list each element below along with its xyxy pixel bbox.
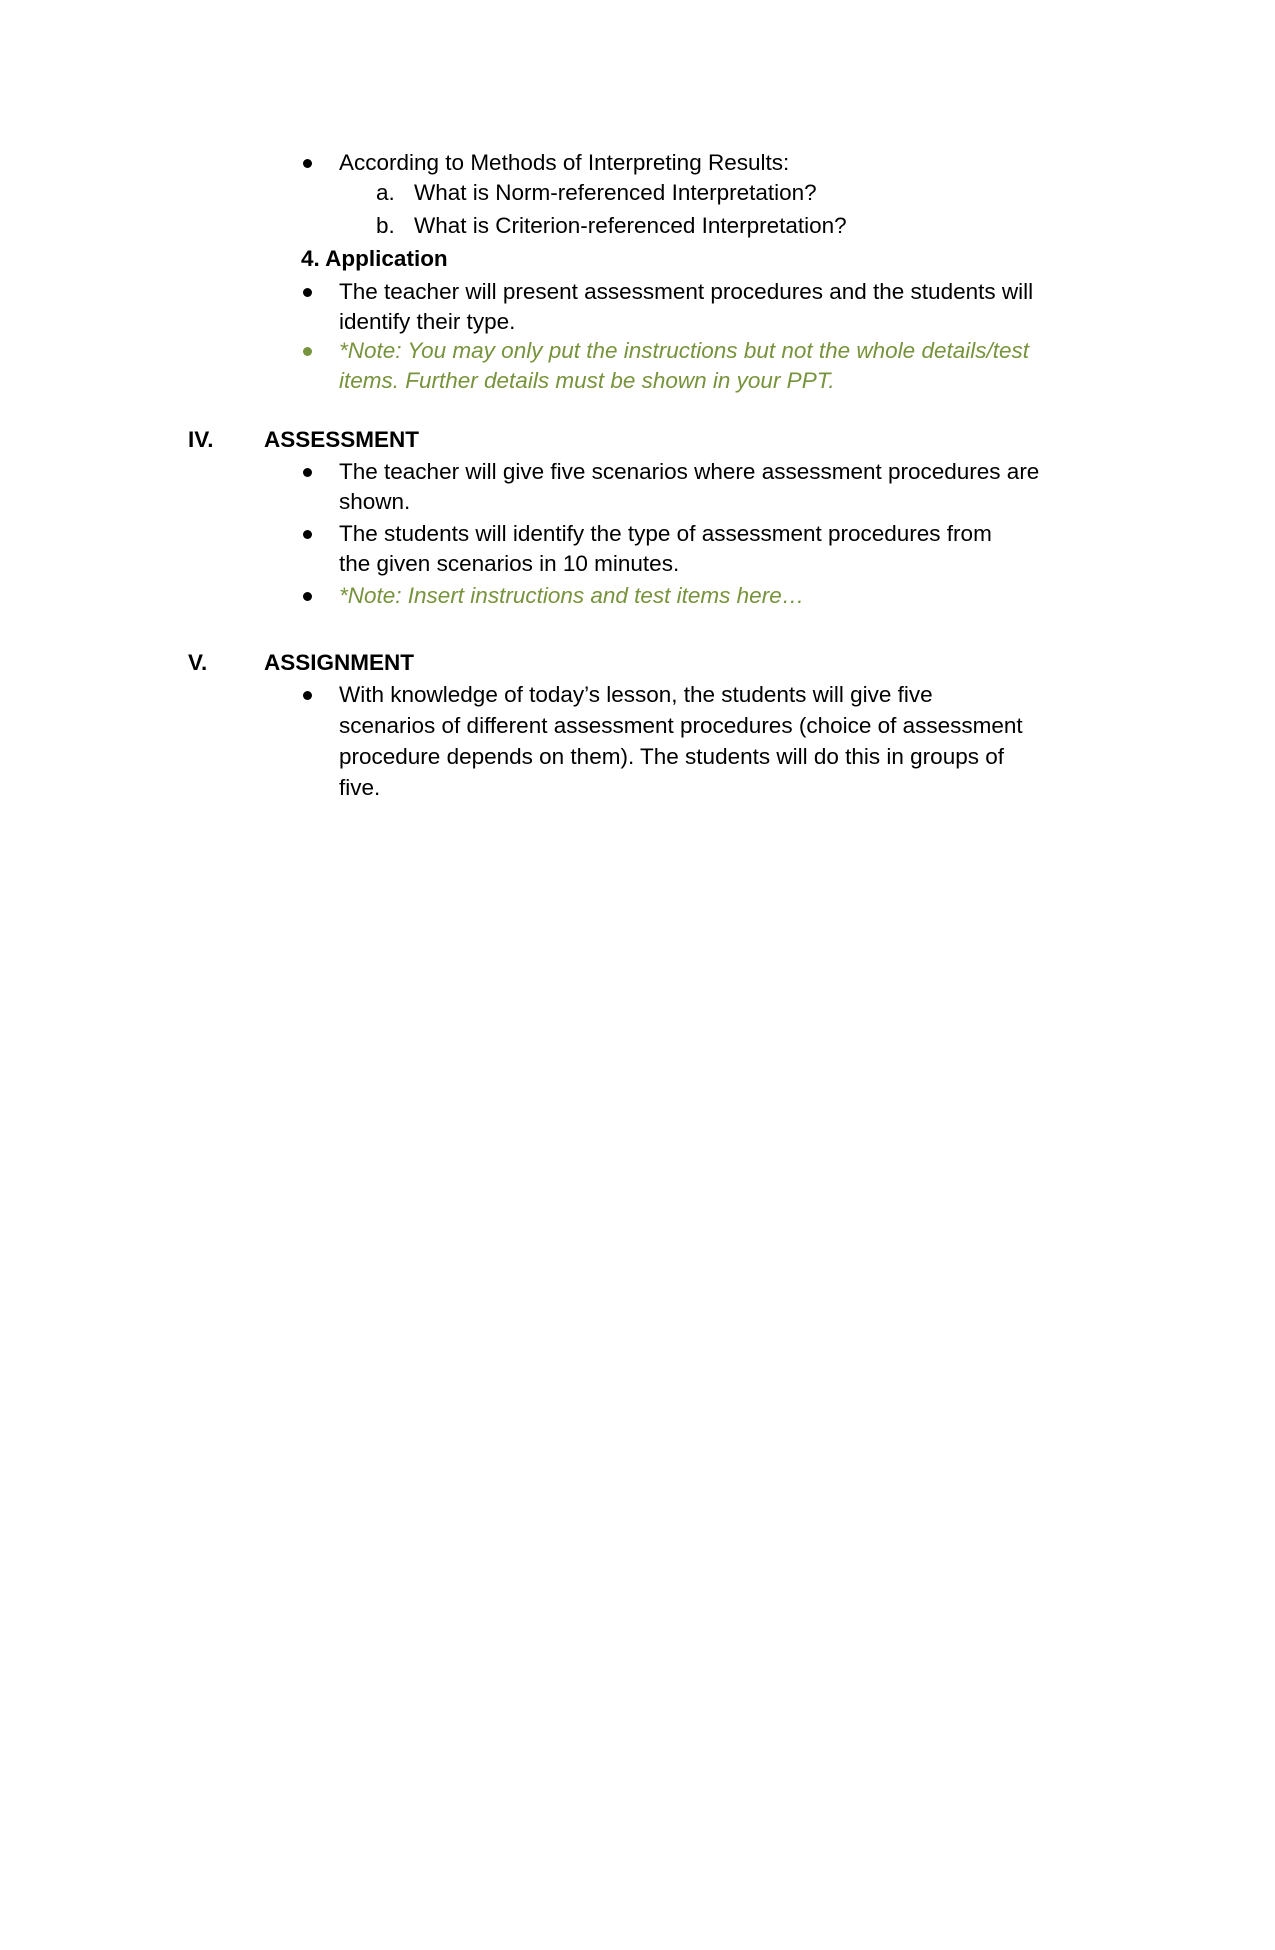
assessment-numeral: IV. (188, 427, 214, 452)
assignment-heading: ASSIGNMENT (264, 650, 415, 675)
application-note-line-2: items. Further details must be shown in your PPT. (339, 368, 835, 393)
bullet-icon (303, 347, 312, 356)
sub-item-marker-b: b. (376, 213, 395, 238)
assessment-heading: ASSESSMENT (264, 427, 420, 452)
application-heading: 4. Application (301, 246, 448, 271)
application-note-line-1: *Note: You may only put the instructions but not the whole details/test (339, 338, 1029, 363)
assignment-bullet-line-2: scenarios of different assessment procedures (choice of assessment (339, 713, 1023, 738)
assignment-bullet-line-3: procedure depends on them). The students will do this in groups of (339, 744, 1004, 769)
assessment-bullet-2-line-2: the given scenarios in 10 minutes. (339, 551, 680, 576)
assignment-bullet-line-4: five. (339, 775, 381, 800)
bullet-icon (303, 288, 312, 297)
application-bullet-line-2: identify their type. (339, 309, 516, 334)
sub-item-marker-a: a. (376, 180, 395, 205)
assessment-bullet-2-line-1: The students will identify the type of assessment procedures from (339, 521, 992, 546)
bullet-icon (303, 468, 312, 477)
sub-item-a: What is Norm-referenced Interpretation? (414, 180, 817, 205)
interpreting-results-bullet: According to Methods of Interpreting Results: (339, 150, 790, 175)
assessment-note: *Note: Insert instructions and test items here… (339, 583, 805, 608)
bullet-icon (303, 592, 312, 601)
assignment-bullet-line-1: With knowledge of today’s lesson, the students will give five (339, 682, 933, 707)
assignment-numeral: V. (188, 650, 208, 675)
bullet-icon (303, 530, 312, 539)
application-bullet-line-1: The teacher will present assessment procedures and the students will (339, 279, 1034, 304)
assessment-bullet-1-line-2: shown. (339, 489, 411, 514)
bullet-icon (303, 159, 312, 168)
bullet-icon (303, 691, 312, 700)
sub-item-b: What is Criterion-referenced Interpretation? (414, 213, 847, 238)
assessment-bullet-1-line-1: The teacher will give five scenarios where assessment procedures are (339, 459, 1040, 484)
